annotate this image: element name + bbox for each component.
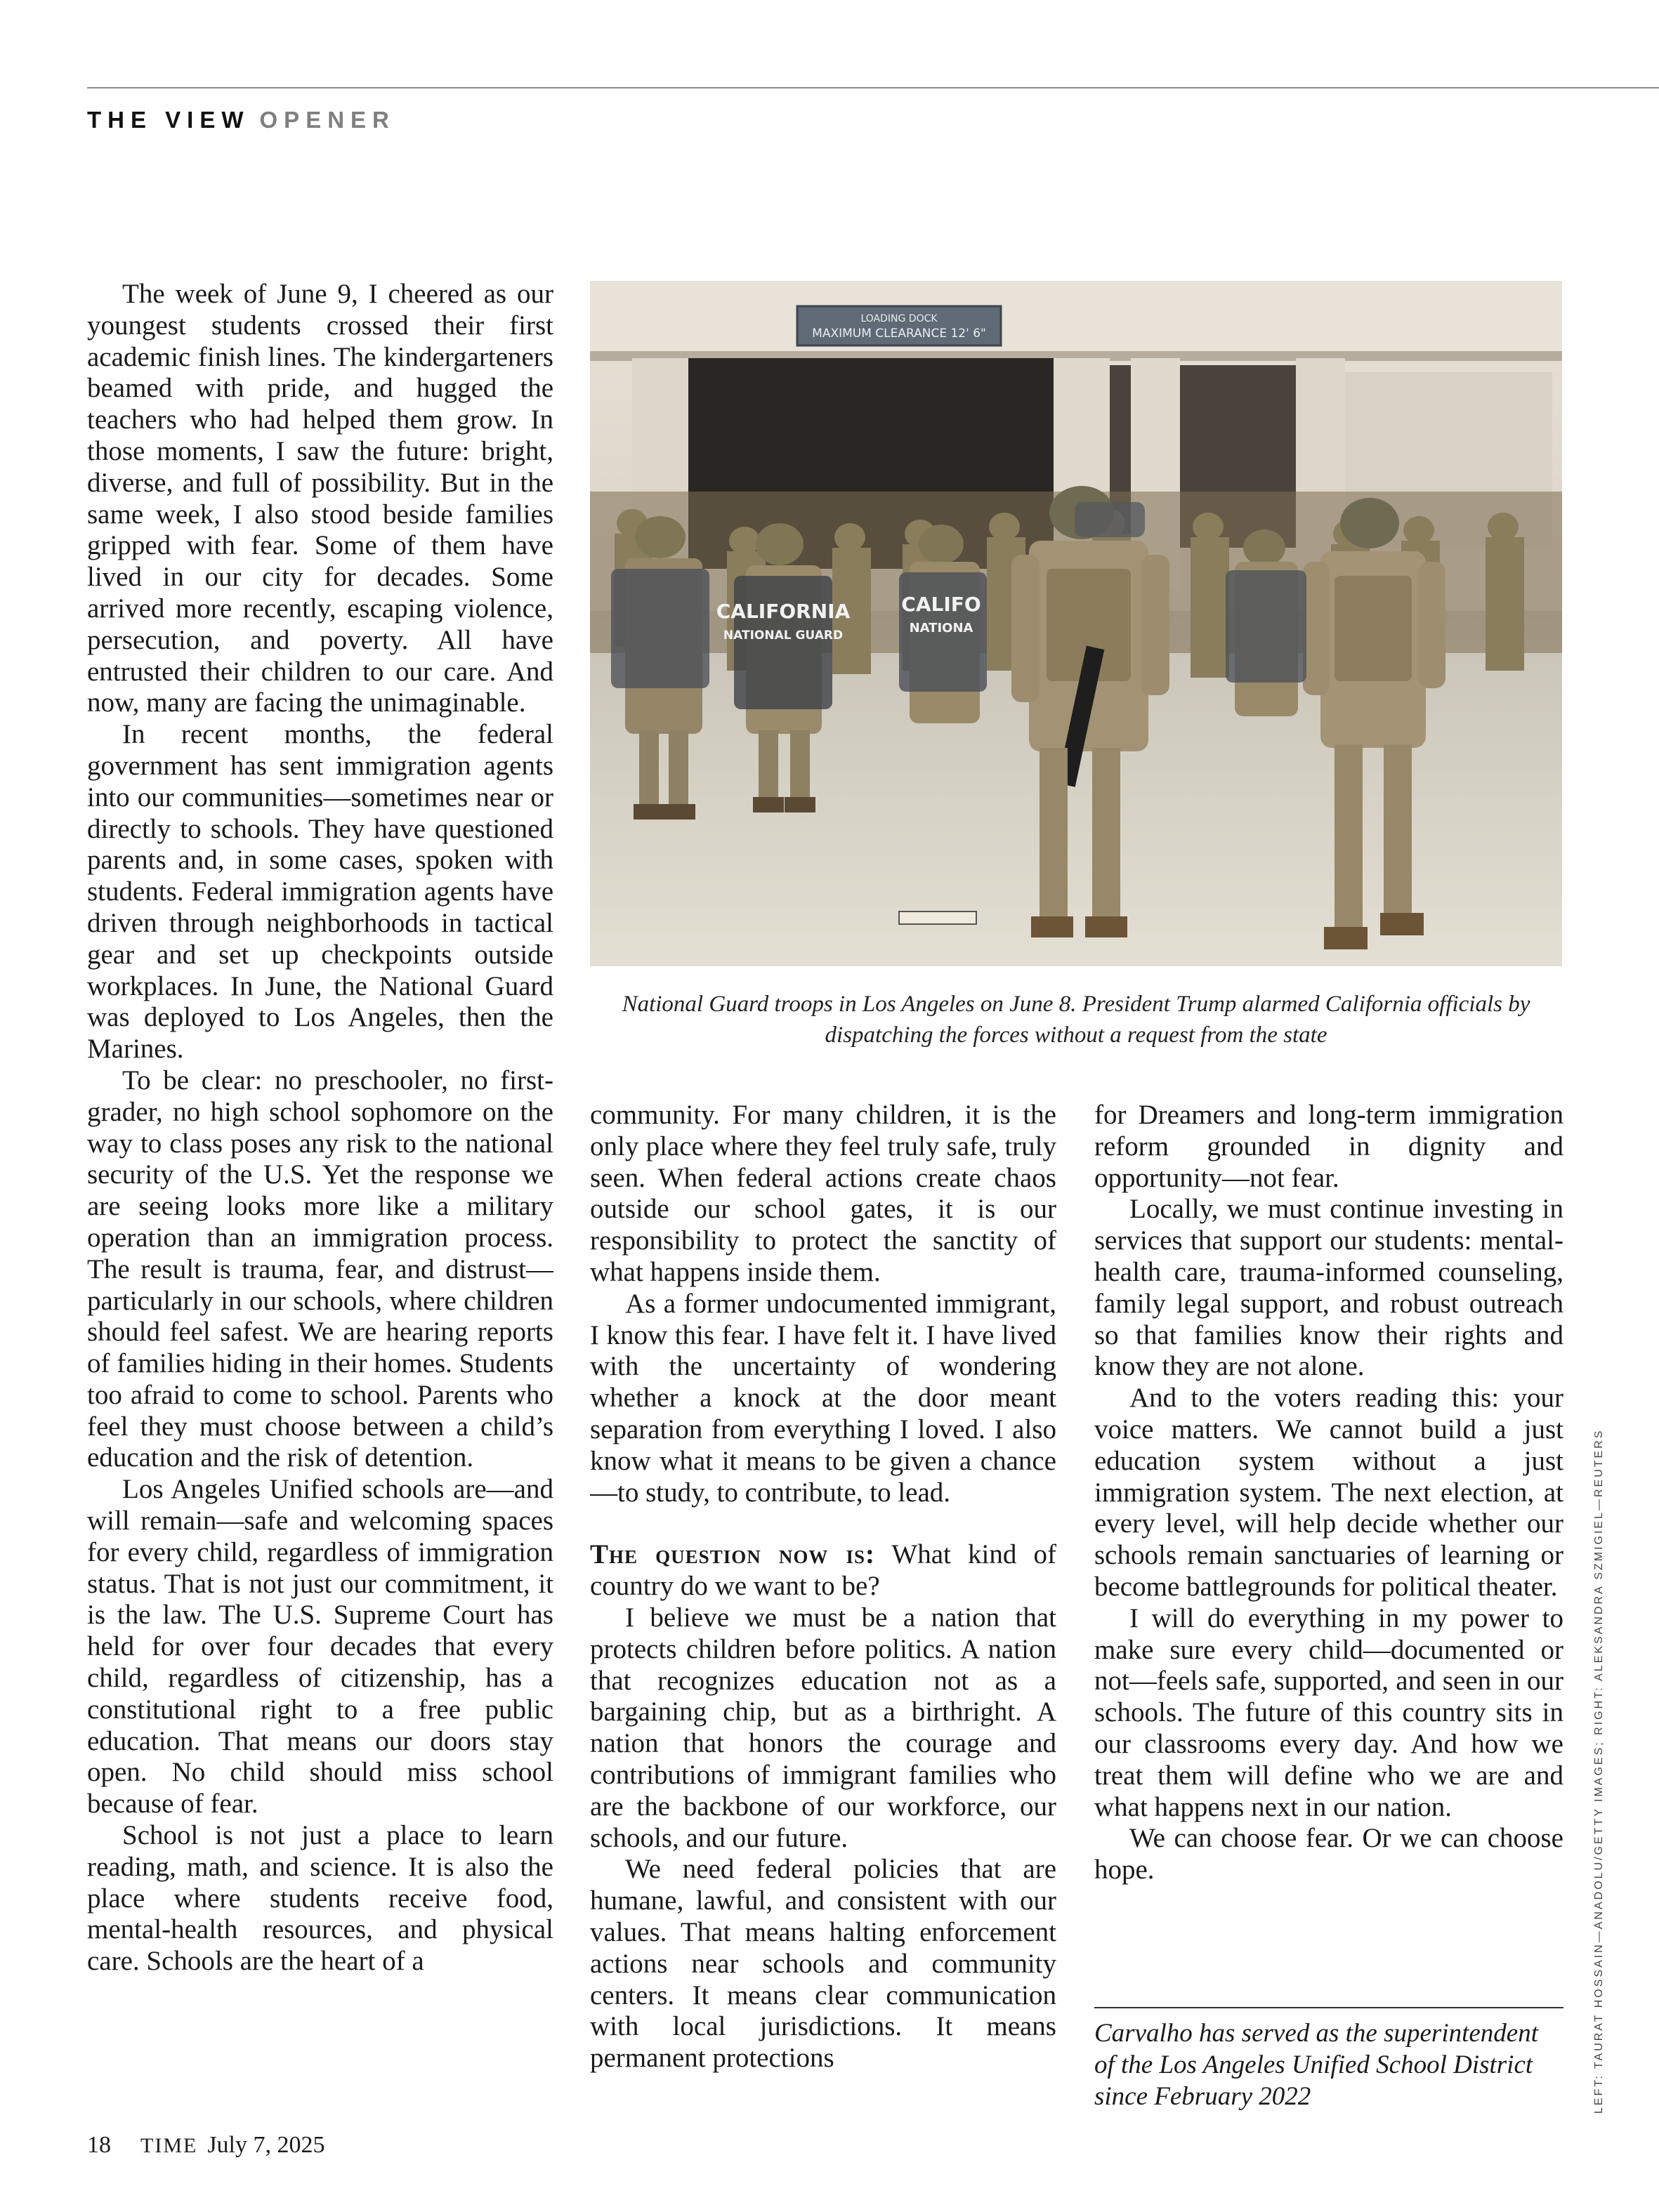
photo-credit: LEFT: TAURAT HOSSAIN—ANADOLU/GETTY IMAGES; RIGHT: ALEKSANDRA SZMIGIEL—REUTERS (1593, 1428, 1605, 2114)
section-label: OPENER (259, 107, 395, 133)
section-break (590, 1508, 1056, 1539)
paragraph: I believe we must be a nation that protects children before politics. A nation that recognizes education not as a bargaining chip, but as a birthright. A nation that honors the courage and contributions of immigrant families who are the backbone of our workforce, our schools, and our future. (590, 1602, 1056, 1853)
shield-text: CALIFO (901, 593, 981, 616)
section-header (87, 107, 395, 133)
paragraph-subhead (590, 1539, 1056, 1602)
paragraph: As a former undocumented immigrant, I know this fear. I have felt it. I have lived with the uncertainty of wondering whether a knock at the door meant separation from everything I loved. I also know what it means to be given a chance—to study, to contribute, to lead. (590, 1288, 1056, 1508)
runin-subhead: The question now is: (590, 1539, 875, 1570)
top-rule (87, 87, 1659, 88)
article-column-3 (1094, 1100, 1563, 1984)
paragraph: Los Angeles Unified schools are—and will remain—safe and welcoming spaces for every child, regardless of immigration status. That is not just our commitment, it is the law. The U.S. Supreme Court has held for over four decades that every child, regardless of citizenship, has a constitutional right to a free public education. That means our doors stay open. No child should miss school because of fear. (87, 1474, 553, 1819)
shield-text: NATIONAL GUARD (723, 628, 844, 643)
paragraph: School is not just a place to learn reading, math, and science. It is also the place where students receive food, mental-health resources, and physical care. Schools are the heart of a (87, 1820, 553, 1977)
paragraph: We need federal policies that are humane, lawful, and consistent with our values. That means halting enforcement actions near schools and community centers. It means clear communication with local jurisdictions. It means permanent protections (590, 1854, 1056, 2074)
paragraph: Locally, we must continue investing in services that support our students: mental-health care, trauma-informed counseling, family legal support, and robust outreach so that families know their rights and know they are not alone. (1094, 1194, 1563, 1382)
paragraph: To be clear: no preschooler, no first-grader, no high school sophomore on the way to class poses any risk to the national security of the U.S. Yet the response we are seeing looks more like a military operation than an immigration process. The result is trauma, fear, and distrust—particularly in our schools, where children should feel safest. We are hearing reports of families hiding in their homes. Students too afraid to come to school. Parents who feel they must choose between a child’s education and the risk of detention. (87, 1065, 553, 1473)
runin-text: What kind of country do we want to be? (590, 1539, 1056, 1602)
article-column-1 (87, 279, 553, 2119)
paragraph: community. For many children, it is the only place where they feel truly safe, truly seen. When federal actions create chaos outside our school gates, it is our responsibility to protect the sanctity of what happens inside them. (590, 1100, 1056, 1287)
bio-divider (1094, 2007, 1563, 2008)
news-photo-national-guard (590, 281, 1562, 966)
paragraph: I will do everything in my power to make sure every child—documented or not—feels safe, supported, and seen in our schools. The future of this country sits in our classrooms every day. And how we treat them will define who we are and what happens next in our nation. (1094, 1602, 1563, 1822)
paragraph: We can choose fear. Or we can choose hope. (1094, 1823, 1563, 1885)
issue-date: July 7, 2025 (207, 2132, 325, 2158)
shield-text: NATIONA (909, 621, 973, 636)
magazine-name: TIME (140, 2134, 198, 2157)
sign-text-2: MAXIMUM CLEARANCE 12' 6" (812, 327, 986, 341)
paragraph: And to the voters reading this: your voice matters. We cannot build a just education system without a just immigration system. The next election, at every level, will help decide whether our schools remain sanctuaries of learning or become battlegrounds for political theater. (1094, 1383, 1563, 1602)
section-kicker: THE VIEW (87, 107, 250, 133)
page-number: 18 (87, 2132, 111, 2158)
page-footer (87, 2132, 325, 2159)
shield-text: CALIFORNIA (716, 600, 851, 623)
article-column-2 (590, 1100, 1056, 2118)
sign-text-1: LOADING DOCK (860, 313, 938, 324)
paragraph: The week of June 9, I cheered as our youngest students crossed their first academic finish lines. The kindergarteners beamed with pride, and hugged the teachers who had helped them grow. In those moments, I saw the future: bright, diverse, and full of possibility. But in the same week, I also stood beside families gripped with fear. Some of them have lived in our city for decades. Some arrived more recently, escaping violence, persecution, and poverty. All have entrusted their children to our care. And now, many are facing the unimaginable. (87, 279, 553, 718)
paragraph: for Dreamers and long-term immigration reform grounded in dignity and opportunity—not fear. (1094, 1100, 1563, 1193)
paragraph: In recent months, the federal government has sent immigration agents into our communities—sometimes near or directly to schools. They have questioned parents and, in some cases, spoken with students. Federal immigration agents have driven through neighborhoods in tactical gear and set up checkpoints outside workplaces. In June, the National Guard was deployed to Los Angeles, then the Marines. (87, 719, 553, 1065)
photo-caption: National Guard troops in Los Angeles on June 8. President Trump alarmed California officials by dispatching the forces without a request from the state (622, 992, 1530, 1048)
author-bio: Carvalho has served as the superintendent of the Los Angeles Unified School District since February 2022 (1094, 2019, 1538, 2111)
